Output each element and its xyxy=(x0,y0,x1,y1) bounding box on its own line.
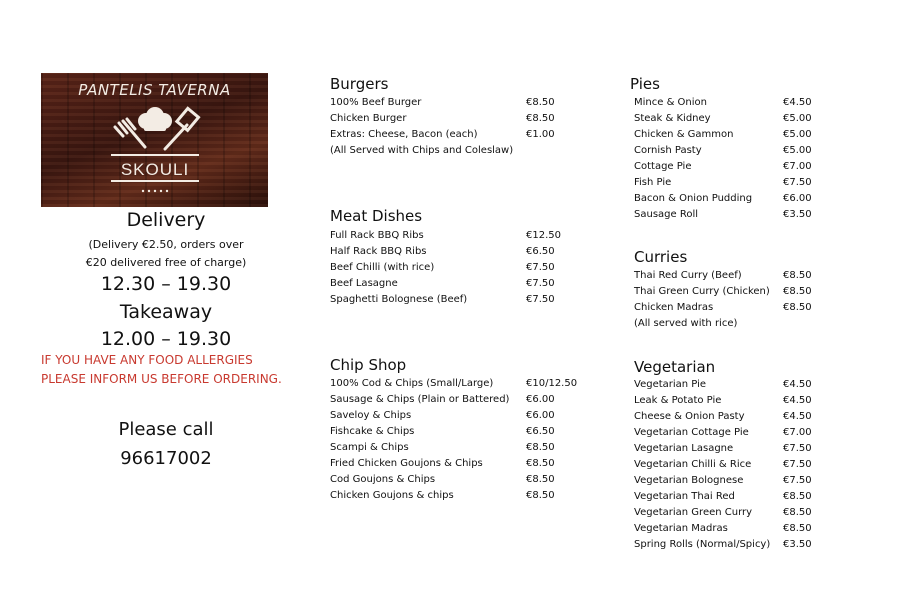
delivery-heading: Delivery xyxy=(126,209,206,231)
menu-item-name: (All served with rice) xyxy=(634,318,738,329)
menu-item-price: €5.00 xyxy=(783,113,812,124)
menu-item-name: Chicken Goujons & chips xyxy=(330,490,454,501)
restaurant-logo xyxy=(41,73,268,207)
delivery-note xyxy=(20,236,312,272)
call-label: Please call xyxy=(118,419,214,440)
menu-item-name: Sausage & Chips (Plain or Battered) xyxy=(330,394,510,405)
menu-item-price: €12.50 xyxy=(526,230,561,241)
menu-item-price: €4.50 xyxy=(783,379,812,390)
menu-item-name: Leak & Potato Pie xyxy=(634,395,722,406)
menu-item-name: Full Rack BBQ Ribs xyxy=(330,230,424,241)
menu-item-price: €7.50 xyxy=(526,262,555,273)
menu-item-name: Thai Red Curry (Beef) xyxy=(634,270,742,281)
logo-emblem xyxy=(41,73,268,207)
delivery-hours: 12.30 – 19.30 xyxy=(100,273,232,295)
menu-item-price: €8.50 xyxy=(526,490,555,501)
menu-item-name: Vegetarian Green Curry xyxy=(634,507,753,518)
menu-item-name: Fried Chicken Goujons & Chips xyxy=(330,458,483,469)
section-title-curries: Curries xyxy=(634,248,688,266)
menu-item-price: €3.50 xyxy=(783,209,812,220)
menu-item-price: €7.50 xyxy=(783,177,812,188)
menu-item-price: €6.50 xyxy=(526,246,555,257)
menu-item-price: €8.50 xyxy=(526,442,555,453)
menu-item-name: Fish Pie xyxy=(634,177,672,188)
menu-item-name: Mince & Onion xyxy=(634,97,707,108)
phone-number[interactable]: 96617002 xyxy=(120,448,212,469)
spatula-icon xyxy=(165,108,199,149)
delivery-note-line-1: (Delivery €2.50, orders over xyxy=(88,238,244,251)
menu-item-name: Spring Rolls (Normal/Spicy) xyxy=(634,539,771,550)
menu-item-price: €8.50 xyxy=(526,113,555,124)
chef-hat-icon xyxy=(138,107,172,131)
takeaway-heading: Takeaway xyxy=(119,301,213,323)
menu-item-name: Chicken & Gammon xyxy=(634,129,734,140)
menu-item-name: Vegetarian Madras xyxy=(634,523,728,534)
section-title-veg: Vegetarian xyxy=(634,358,716,376)
section-title-meat: Meat Dishes xyxy=(330,207,423,225)
menu-item-price: €8.50 xyxy=(783,270,812,281)
menu-item-name: 100% Beef Burger xyxy=(330,97,422,108)
menu-item-name: Cottage Pie xyxy=(634,161,692,172)
menu-item-name: 100% Cod & Chips (Small/Large) xyxy=(330,378,494,389)
menu-item-name: Cod Goujons & Chips xyxy=(330,474,436,485)
menu-item-name: Bacon & Onion Pudding xyxy=(634,193,753,204)
menu-item-price: €1.00 xyxy=(526,129,555,140)
menu-item-price: €4.50 xyxy=(783,395,812,406)
menu-item-price: €7.50 xyxy=(783,475,812,486)
menu-item-price: €6.00 xyxy=(526,410,555,421)
menu-item-price: €3.50 xyxy=(783,539,812,550)
menu-item-name: Cornish Pasty xyxy=(634,145,702,156)
section-title-burgers: Burgers xyxy=(330,75,389,93)
menu-item-name: Sausage Roll xyxy=(634,209,699,220)
menu-item-price: €4.50 xyxy=(783,411,812,422)
menu-item-price: €8.50 xyxy=(526,458,555,469)
menu-item-name: Vegetarian Bolognese xyxy=(634,475,744,486)
menu-item-name: Thai Green Curry (Chicken) xyxy=(634,286,770,297)
menu-item-price: €8.50 xyxy=(783,507,812,518)
menu-item-price: €4.50 xyxy=(783,97,812,108)
menu-item-name: Beef Lasagne xyxy=(330,278,398,289)
menu-item-price: €7.50 xyxy=(783,443,812,454)
menu-item-name: (All Served with Chips and Coleslaw) xyxy=(330,145,514,156)
allergy-warning xyxy=(41,351,282,389)
menu-item-name: Steak & Kidney xyxy=(634,113,711,124)
menu-item-price: €7.00 xyxy=(783,427,812,438)
section-title-chip: Chip Shop xyxy=(330,356,407,374)
menu-item-name: Beef Chilli (with rice) xyxy=(330,262,435,273)
menu-item-name: Fishcake & Chips xyxy=(330,426,415,437)
menu-item-name: Vegetarian Cottage Pie xyxy=(634,427,749,438)
menu-item-price: €5.00 xyxy=(783,129,812,140)
menu-item-price: €8.50 xyxy=(526,97,555,108)
menu-item-name: Extras: Cheese, Bacon (each) xyxy=(330,129,478,140)
menu-item-name: Vegetarian Lasagne xyxy=(634,443,734,454)
section-title-pies: Pies xyxy=(630,75,660,93)
menu-item-name: Scampi & Chips xyxy=(330,442,409,453)
menu-item-price: €7.00 xyxy=(783,161,812,172)
takeaway-hours: 12.00 – 19.30 xyxy=(100,328,232,350)
allergy-line-1: IF YOU HAVE ANY FOOD ALLERGIES xyxy=(41,353,253,367)
menu-item-name: Saveloy & Chips xyxy=(330,410,412,421)
menu-item-name: Half Rack BBQ Ribs xyxy=(330,246,427,257)
menu-item-name: Cheese & Onion Pasty xyxy=(634,411,745,422)
logo-subtitle: SKOULI xyxy=(120,160,190,179)
menu-item-name: Chicken Burger xyxy=(330,113,407,124)
menu-item-price: €7.50 xyxy=(783,459,812,470)
menu-item-price: €8.50 xyxy=(783,491,812,502)
delivery-note-line-2: €20 delivered free of charge) xyxy=(85,256,247,269)
menu-item-price: €6.50 xyxy=(526,426,555,437)
menu-item-name: Spaghetti Bolognese (Beef) xyxy=(330,294,468,305)
menu-item-price: €7.50 xyxy=(526,294,555,305)
menu-item-price: €5.00 xyxy=(783,145,812,156)
menu-item-price: €8.50 xyxy=(783,523,812,534)
menu-item-price: €10/12.50 xyxy=(526,378,578,389)
menu-item-price: €6.00 xyxy=(783,193,812,204)
menu-item-name: Vegetarian Chilli & Rice xyxy=(634,459,752,470)
menu-item-price: €6.00 xyxy=(526,394,555,405)
menu-item-price: €8.50 xyxy=(783,302,812,313)
menu-item-price: €8.50 xyxy=(783,286,812,297)
logo-title: PANTELIS TAVERNA xyxy=(78,81,231,99)
menu-item-name: Chicken Madras xyxy=(634,302,714,313)
logo-dots xyxy=(142,190,168,192)
menu-item-name: Vegetarian Thai Red xyxy=(634,491,735,502)
menu-item-price: €7.50 xyxy=(526,278,555,289)
menu-item-price: €8.50 xyxy=(526,474,555,485)
menu-item-name: Vegetarian Pie xyxy=(634,379,707,390)
allergy-line-2: PLEASE INFORM US BEFORE ORDERING. xyxy=(41,372,282,386)
